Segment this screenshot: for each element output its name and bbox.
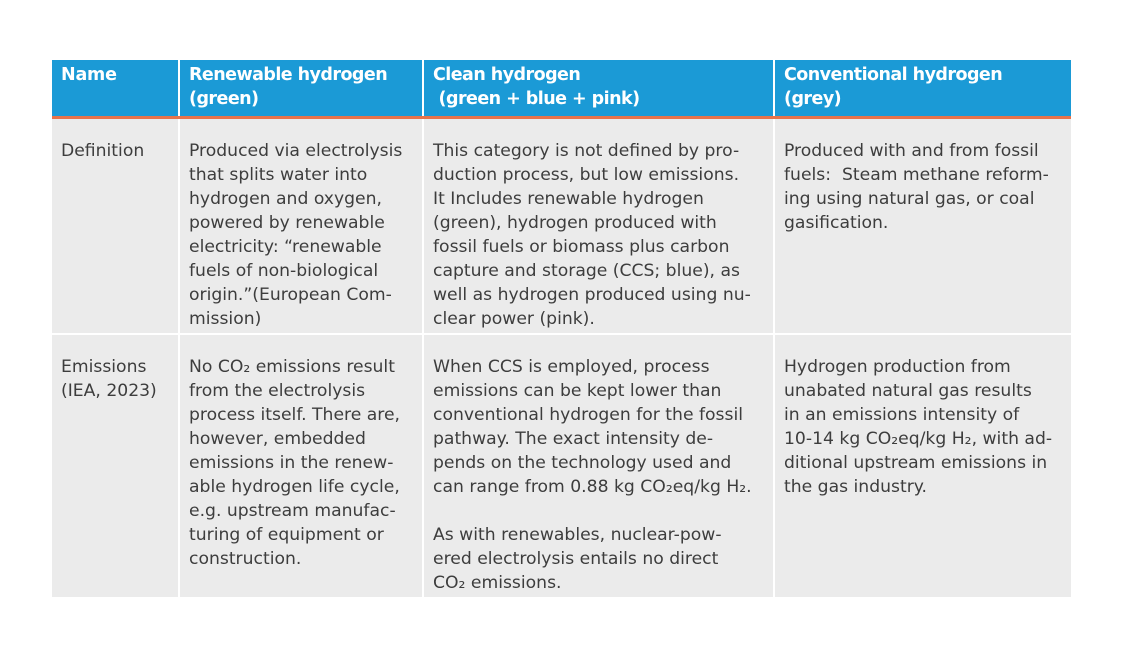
- text-line: emissions can be kept lower than: [433, 381, 722, 401]
- header-name: [52, 60, 180, 116]
- text-line: process itself. There are,: [189, 405, 401, 425]
- text-line: CO₂ emissions.: [433, 573, 562, 593]
- header-line: (green): [189, 89, 259, 109]
- text-line: ing using natural gas, or coal: [784, 189, 1035, 209]
- cell-paragraph: [433, 523, 767, 595]
- header-line: Conventional hydrogen: [784, 65, 1003, 85]
- row-label: [52, 335, 180, 597]
- text-line: Produced with and from fossil: [784, 141, 1039, 161]
- cell-paragraph: [189, 139, 416, 331]
- text-line: mission): [189, 309, 262, 329]
- text-line: Definition: [61, 141, 145, 161]
- text-line: electricity: “renewable: [189, 237, 382, 257]
- header-line: Name: [61, 65, 117, 85]
- text-line: fuels: Steam methane reform-: [784, 165, 1049, 185]
- cell-paragraph: [784, 139, 1065, 235]
- table-header-row: [52, 60, 1071, 116]
- text-line: ered electrolysis entails no direct: [433, 549, 719, 569]
- text-line: pathway. The exact intensity de-: [433, 429, 714, 449]
- text-line: This category is not defined by pro-: [433, 141, 740, 161]
- text-line: able hydrogen life cycle,: [189, 477, 400, 497]
- header-clean-hydrogen: [424, 60, 775, 116]
- cell-paragraph: [784, 355, 1065, 499]
- text-line: Emissions: [61, 357, 147, 377]
- definition-clean: [424, 119, 775, 333]
- cell-paragraph: [433, 355, 767, 499]
- text-line: hydrogen and oxygen,: [189, 189, 382, 209]
- text-line: 10-14 kg CO₂eq/kg H₂, with ad-: [784, 429, 1053, 449]
- text-line: pends on the technology used and: [433, 453, 732, 473]
- emissions-conventional: [775, 335, 1071, 597]
- header-line: Renewable hydrogen: [189, 65, 388, 85]
- header-line: (grey): [784, 89, 842, 109]
- definition-renewable: [180, 119, 424, 333]
- definition-conventional: [775, 119, 1071, 333]
- table-row-emissions: [52, 335, 1071, 599]
- text-line: Hydrogen production from: [784, 357, 1011, 377]
- header-renewable-hydrogen: [180, 60, 424, 116]
- emissions-renewable: [180, 335, 424, 597]
- cell-paragraph: [61, 139, 172, 163]
- text-line: fuels of non-biological: [189, 261, 379, 281]
- cell-paragraph: [433, 139, 767, 331]
- text-line: conventional hydrogen for the fossil: [433, 405, 744, 425]
- text-line: (IEA, 2023): [61, 381, 157, 401]
- header-line: Clean hydrogen: [433, 65, 581, 85]
- text-line: emissions in the renew-: [189, 453, 394, 473]
- text-line: capture and storage (CCS; blue), as: [433, 261, 740, 281]
- text-line: construction.: [189, 549, 302, 569]
- cell-paragraph: [189, 355, 416, 571]
- text-line: duction process, but low emissions.: [433, 165, 740, 185]
- text-line: in an emissions intensity of: [784, 405, 1020, 425]
- text-line: It Includes renewable hydrogen: [433, 189, 704, 209]
- cell-paragraph: [61, 355, 172, 403]
- hydrogen-comparison-table: [52, 60, 1071, 599]
- text-line: powered by renewable: [189, 213, 385, 233]
- text-line: unabated natural gas results: [784, 381, 1032, 401]
- text-line: When CCS is employed, process: [433, 357, 710, 377]
- emissions-clean: [424, 335, 775, 597]
- text-line: gasification.: [784, 213, 889, 233]
- text-line: fossil fuels or biomass plus carbon: [433, 237, 730, 257]
- text-line: origin.”(European Com-: [189, 285, 392, 305]
- text-line: turing of equipment or: [189, 525, 384, 545]
- text-line: No CO₂ emissions result: [189, 357, 395, 377]
- row-label: [52, 119, 180, 333]
- text-line: from the electrolysis: [189, 381, 366, 401]
- text-line: clear power (pink).: [433, 309, 595, 329]
- table-row-definition: [52, 119, 1071, 335]
- header-line: (green + blue + pink): [433, 89, 640, 109]
- text-line: that splits water into: [189, 165, 368, 185]
- text-line: however, embedded: [189, 429, 366, 449]
- text-line: Produced via electrolysis: [189, 141, 403, 161]
- text-line: the gas industry.: [784, 477, 927, 497]
- text-line: As with renewables, nuclear-pow-: [433, 525, 722, 545]
- text-line: e.g. upstream manufac-: [189, 501, 396, 521]
- text-line: well as hydrogen produced using nu-: [433, 285, 751, 305]
- header-conventional-hydrogen: [775, 60, 1071, 116]
- text-line: (green), hydrogen produced with: [433, 213, 717, 233]
- text-line: ditional upstream emissions in: [784, 453, 1048, 473]
- text-line: can range from 0.88 kg CO₂eq/kg H₂.: [433, 477, 752, 497]
